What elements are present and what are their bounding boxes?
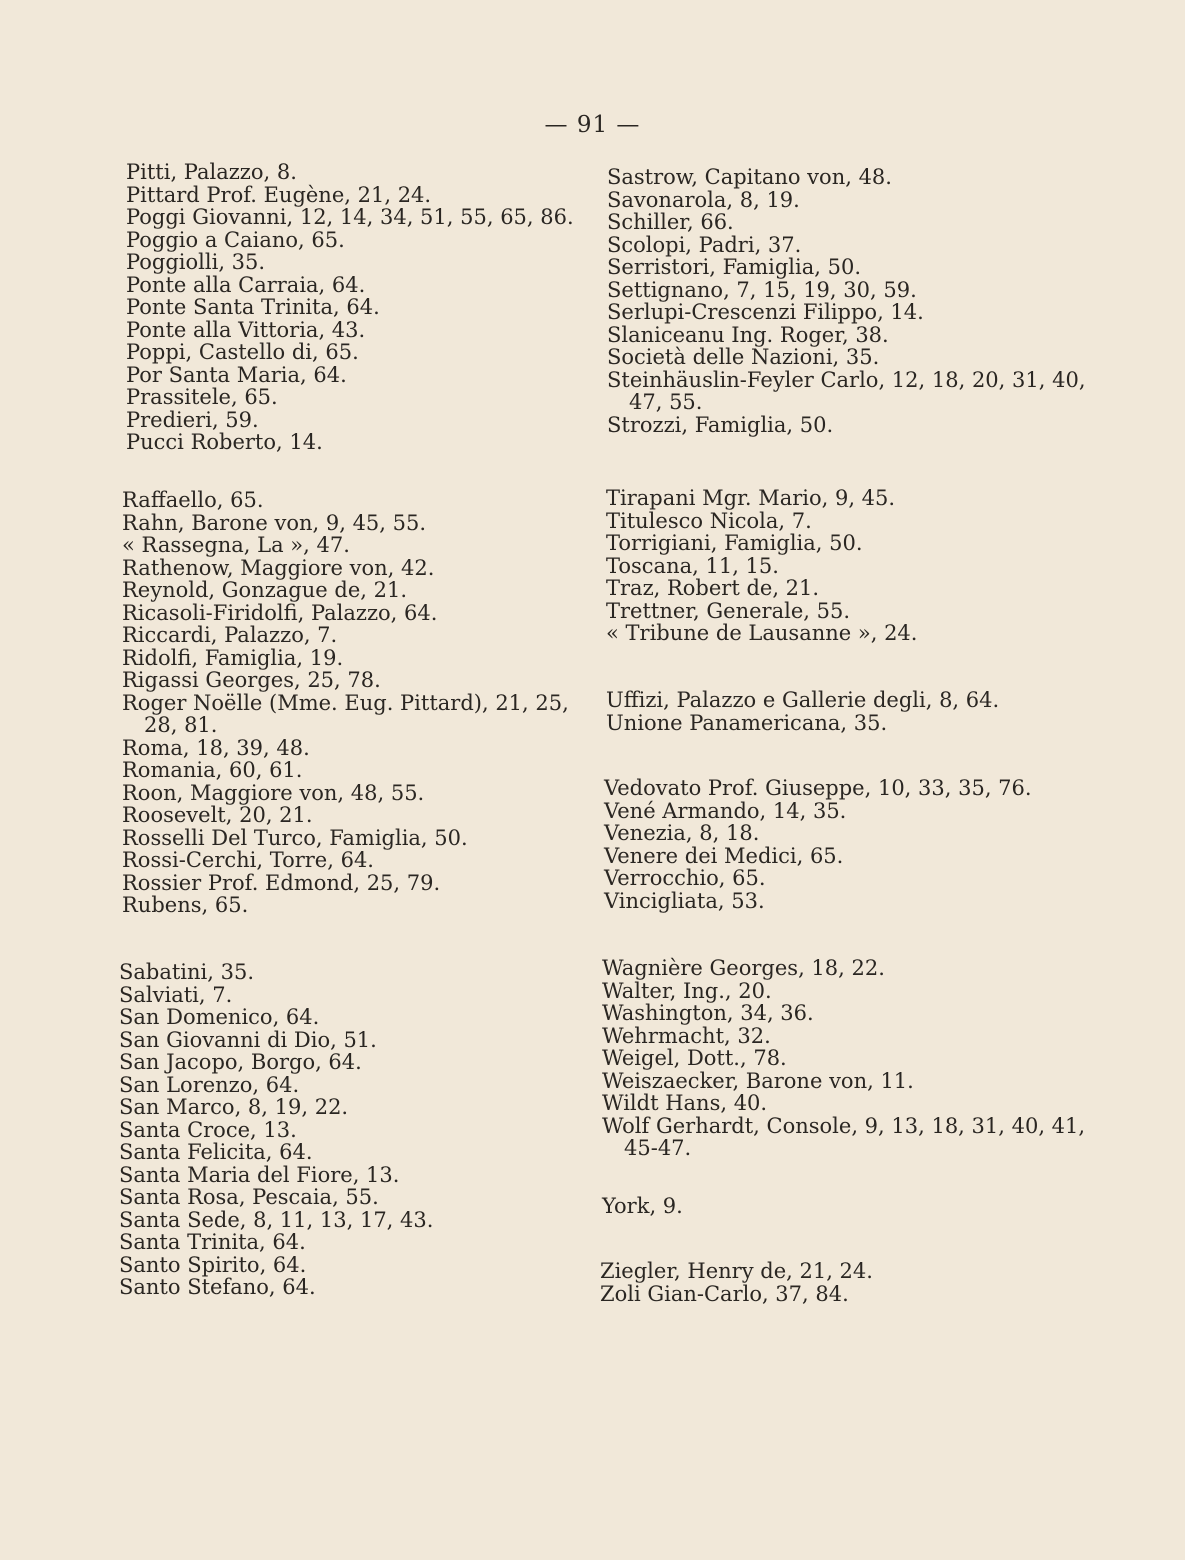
index-entry-text: Santa Felicita, 64. xyxy=(119,1140,313,1164)
index-entry-text: Rathenow, Maggiore von, 42. xyxy=(122,555,435,580)
index-entry-text: Vedovato Prof. Giuseppe, 10, 33, 35, 76. xyxy=(604,776,1032,800)
index-entry xyxy=(122,489,569,512)
index-entry xyxy=(126,161,574,184)
index-entry xyxy=(119,1231,433,1254)
index-entry xyxy=(119,1141,433,1164)
index-entry-text: Trettner, Generale, 55. xyxy=(606,598,850,623)
index-entry xyxy=(604,777,1032,800)
index-entry xyxy=(122,827,569,850)
index-entry xyxy=(122,872,569,895)
index-entry-text: Schiller, 66. xyxy=(607,210,734,234)
index-entry-text: Pittard Prof. Eugène, 21, 24. xyxy=(126,182,432,207)
index-entry-text: Wolf Gerhardt, Console, 9, 13, 18, 31, 40, 41, xyxy=(602,1113,1086,1138)
index-entry xyxy=(126,341,574,364)
index-entry xyxy=(126,319,574,342)
index-entry xyxy=(122,512,569,535)
index-entry xyxy=(602,1195,683,1218)
index-entry-text: Rossier Prof. Edmond, 25, 79. xyxy=(122,870,441,895)
index-entry xyxy=(602,1047,1085,1070)
index-entry xyxy=(126,386,574,409)
index-entry-text: Venere dei Medici, 65. xyxy=(604,843,844,868)
index-section-u xyxy=(606,689,999,734)
index-entry xyxy=(122,804,569,827)
index-section-r xyxy=(122,489,569,917)
index-entry-text: Santa Croce, 13. xyxy=(119,1117,297,1142)
index-entry-continuation: 45-47. xyxy=(624,1136,692,1160)
index-entry-text: San Jacopo, Borgo, 64. xyxy=(119,1050,362,1074)
index-entry-text: San Marco, 8, 19, 22. xyxy=(119,1095,349,1119)
index-entry-text: Wehrmacht, 32. xyxy=(602,1023,771,1048)
index-entry xyxy=(604,822,1032,845)
index-entry-text: Santo Stefano, 64. xyxy=(119,1275,316,1299)
index-entry xyxy=(607,346,1086,369)
index-entry-text: Santa Sede, 8, 11, 13, 17, 43. xyxy=(119,1207,434,1232)
index-entry-text: « Tribune de Lausanne », 24. xyxy=(606,621,918,645)
index-entry xyxy=(607,279,1086,302)
index-entry-text: Vené Armando, 14, 35. xyxy=(604,798,847,823)
index-entry xyxy=(604,845,1032,868)
index-entry-text: Vincigliata, 53. xyxy=(604,888,765,913)
index-entry xyxy=(602,957,1085,980)
index-entry-text: San Lorenzo, 64. xyxy=(119,1072,300,1097)
index-entry xyxy=(126,229,574,252)
index-entry-text: Ponte Santa Trinita, 64. xyxy=(126,295,380,319)
index-entry xyxy=(600,1260,873,1283)
index-entry xyxy=(602,1092,1085,1115)
index-entry xyxy=(607,369,1086,414)
index-entry xyxy=(602,1115,1085,1160)
index-entry xyxy=(122,602,569,625)
page-number: — 91 — xyxy=(544,112,641,138)
index-entry-text: Ridolfi, Famiglia, 19. xyxy=(122,645,344,670)
index-entry xyxy=(119,1096,433,1119)
index-entry xyxy=(119,1254,433,1277)
index-entry xyxy=(606,532,917,555)
index-entry-text: Tirapani Mgr. Mario, 9, 45. xyxy=(606,486,896,510)
index-entry xyxy=(607,166,1086,189)
index-entry xyxy=(126,431,574,454)
index-entry xyxy=(607,256,1086,279)
index-entry-text: Uffizi, Palazzo e Gallerie degli, 8, 64. xyxy=(606,688,1000,712)
index-entry-text: Rosselli Del Turco, Famiglia, 50. xyxy=(122,825,468,850)
index-entry-continuation: 47, 55. xyxy=(629,390,703,414)
index-entry xyxy=(606,487,917,510)
index-entry xyxy=(122,579,569,602)
index-entry-text: Poggi Giovanni, 12, 14, 34, 51, 55, 65, 86. xyxy=(126,205,574,229)
index-entry xyxy=(126,206,574,229)
index-section-y xyxy=(602,1195,683,1218)
index-entry xyxy=(607,324,1086,347)
index-entry-text: Ponte alla Vittoria, 43. xyxy=(126,317,366,342)
index-entry-text: Serlupi-Crescenzi Filippo, 14. xyxy=(607,300,924,324)
index-entry xyxy=(122,692,569,737)
index-entry-text: Santo Spirito, 64. xyxy=(119,1252,307,1277)
index-entry xyxy=(122,894,569,917)
index-entry xyxy=(602,980,1085,1003)
index-entry-text: Torrigiani, Famiglia, 50. xyxy=(606,531,863,555)
index-entry xyxy=(122,782,569,805)
index-entry-text: Santa Rosa, Pescaia, 55. xyxy=(119,1185,379,1209)
index-entry-text: Raffaello, 65. xyxy=(122,488,264,512)
index-entry xyxy=(606,510,917,533)
index-entry-text: Traz, Robert de, 21. xyxy=(606,576,820,600)
index-entry xyxy=(607,414,1086,437)
index-section-s-left xyxy=(119,961,433,1299)
index-entry xyxy=(606,577,917,600)
index-entry xyxy=(119,984,433,1007)
index-section-p xyxy=(126,161,574,454)
index-entry xyxy=(122,647,569,670)
index-entry xyxy=(122,759,569,782)
index-entry-text: Settignano, 7, 15, 19, 30, 59. xyxy=(607,277,917,302)
index-entry-text: Pucci Roberto, 14. xyxy=(126,430,323,454)
index-section-s-right xyxy=(607,166,1086,436)
index-entry xyxy=(607,189,1086,212)
index-entry xyxy=(119,1029,433,1052)
index-entry-text: Rigassi Georges, 25, 78. xyxy=(122,668,381,692)
index-entry xyxy=(119,1276,433,1299)
index-section-w xyxy=(602,957,1085,1160)
index-entry xyxy=(126,409,574,432)
index-entry xyxy=(122,849,569,872)
index-entry-text: Riccardi, Palazzo, 7. xyxy=(122,623,338,647)
index-entry-text: Roma, 18, 39, 48. xyxy=(122,735,310,760)
index-entry-text: Santa Trinita, 64. xyxy=(119,1230,306,1254)
index-entry-text: Predieri, 59. xyxy=(126,407,259,432)
index-entry-text: Zoli Gian-Carlo, 37, 84. xyxy=(600,1281,849,1306)
index-entry xyxy=(122,534,569,557)
index-entry-text: Società delle Nazioni, 35. xyxy=(607,345,880,369)
index-entry xyxy=(602,1025,1085,1048)
index-entry-text: Washington, 34, 36. xyxy=(602,1001,814,1025)
index-entry-text: Walter, Ing., 20. xyxy=(602,978,772,1003)
index-entry-text: York, 9. xyxy=(602,1194,683,1218)
index-section-t xyxy=(606,487,917,645)
index-entry-text: Rubens, 65. xyxy=(122,893,249,917)
index-entry xyxy=(606,712,999,735)
index-entry-text: Ponte alla Carraia, 64. xyxy=(126,272,366,297)
index-entry xyxy=(119,1074,433,1097)
index-entry-text: Reynold, Gonzague de, 21. xyxy=(122,578,407,602)
index-entry-text: Roger Noëlle (Mme. Eug. Pittard), 21, 25, xyxy=(122,690,569,715)
index-entry xyxy=(604,800,1032,823)
index-entry xyxy=(126,251,574,274)
index-entry xyxy=(119,1164,433,1187)
index-entry-text: San Giovanni di Dio, 51. xyxy=(119,1027,377,1052)
index-entry xyxy=(126,364,574,387)
index-entry xyxy=(119,1186,433,1209)
index-entry xyxy=(122,669,569,692)
index-entry-text: Poggiolli, 35. xyxy=(126,250,266,274)
index-entry xyxy=(604,890,1032,913)
index-entry xyxy=(607,301,1086,324)
index-entry-text: Santa Maria del Fiore, 13. xyxy=(119,1162,400,1187)
index-entry xyxy=(126,274,574,297)
index-entry-text: Venezia, 8, 18. xyxy=(604,821,760,845)
index-entry-text: Sastrow, Capitano von, 48. xyxy=(607,165,892,189)
index-entry xyxy=(606,622,917,645)
index-entry xyxy=(600,1283,873,1306)
index-entry xyxy=(602,1002,1085,1025)
index-entry-text: Roosevelt, 20, 21. xyxy=(122,803,313,827)
index-entry-text: Rahn, Barone von, 9, 45, 55. xyxy=(122,510,427,535)
index-entry xyxy=(119,961,433,984)
index-entry xyxy=(604,867,1032,890)
index-entry xyxy=(119,1051,433,1074)
index-entry-text: Steinhäuslin-Feyler Carlo, 12, 18, 20, 31, 40, xyxy=(607,367,1086,392)
index-entry-text: Salviati, 7. xyxy=(119,982,233,1007)
index-entry-text: Ziegler, Henry de, 21, 24. xyxy=(600,1259,873,1283)
index-entry-text: Por Santa Maria, 64. xyxy=(126,362,347,387)
index-entry-text: Sabatini, 35. xyxy=(119,960,255,984)
index-entry xyxy=(119,1119,433,1142)
index-entry xyxy=(602,1070,1085,1093)
index-entry xyxy=(122,737,569,760)
index-entry-text: San Domenico, 64. xyxy=(119,1005,320,1029)
index-entry xyxy=(119,1209,433,1232)
index-entry-text: Scolopi, Padri, 37. xyxy=(607,232,802,257)
index-entry xyxy=(606,689,999,712)
index-entry-text: Strozzi, Famiglia, 50. xyxy=(607,412,834,437)
index-entry xyxy=(607,211,1086,234)
index-entry-text: Poggio a Caiano, 65. xyxy=(126,227,345,252)
index-entry-text: Serristori, Famiglia, 50. xyxy=(607,255,862,279)
index-entry-text: Rossi-Cerchi, Torre, 64. xyxy=(122,848,374,872)
index-entry xyxy=(122,624,569,647)
index-entry-text: Unione Panamericana, 35. xyxy=(606,710,888,735)
index-entry-text: Weigel, Dott., 78. xyxy=(602,1046,787,1070)
index-section-v xyxy=(604,777,1032,912)
index-section-z xyxy=(600,1260,873,1305)
index-entry-text: Pitti, Palazzo, 8. xyxy=(126,160,297,184)
index-entry-text: Slaniceanu Ing. Roger, 38. xyxy=(607,322,889,347)
index-entry-text: « Rassegna, La », 47. xyxy=(122,533,350,557)
index-entry xyxy=(606,555,917,578)
index-entry-text: Ricasoli-Firidolfi, Palazzo, 64. xyxy=(122,600,438,625)
index-entry xyxy=(126,184,574,207)
index-entry xyxy=(126,296,574,319)
index-entry-text: Toscana, 11, 15. xyxy=(606,553,779,578)
index-entry-text: Romania, 60, 61. xyxy=(122,758,303,782)
index-entry-text: Wagnière Georges, 18, 22. xyxy=(602,956,885,980)
index-entry-text: Wildt Hans, 40. xyxy=(602,1091,768,1115)
index-entry-text: Roon, Maggiore von, 48, 55. xyxy=(122,780,425,805)
index-entry-text: Weiszaecker, Barone von, 11. xyxy=(602,1068,914,1093)
index-entry xyxy=(606,600,917,623)
index-entry-text: Verrocchio, 65. xyxy=(604,866,766,890)
index-entry-text: Titulesco Nicola, 7. xyxy=(606,508,812,533)
index-entry xyxy=(122,557,569,580)
index-entry-text: Poppi, Castello di, 65. xyxy=(126,340,359,364)
index-entry xyxy=(119,1006,433,1029)
index-entry xyxy=(607,234,1086,257)
index-entry-continuation: 28, 81. xyxy=(144,713,218,737)
index-entry-text: Prassitele, 65. xyxy=(126,385,278,409)
index-entry-text: Savonarola, 8, 19. xyxy=(607,187,800,212)
